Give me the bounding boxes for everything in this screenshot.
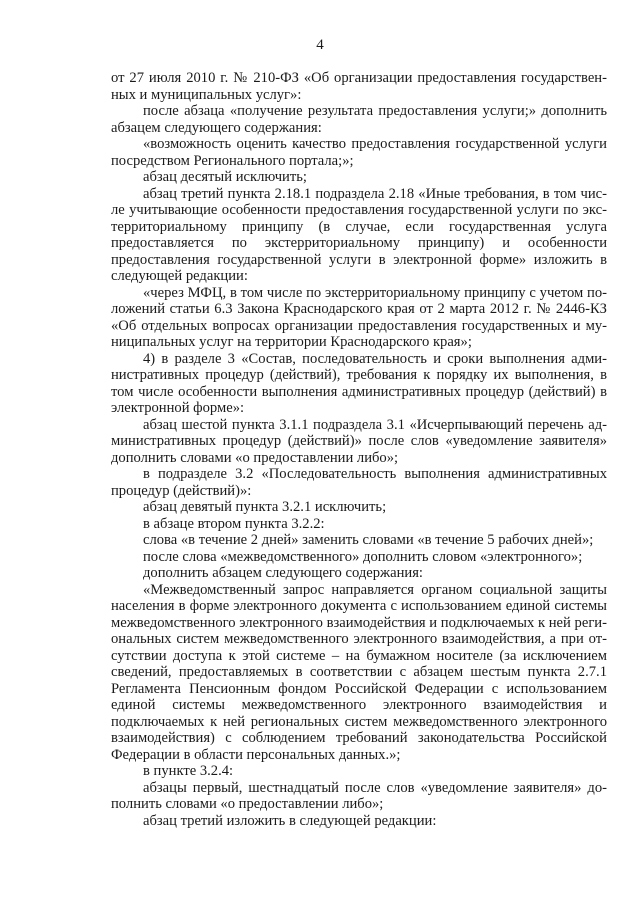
paragraph: от 27 июля 2010 г. № 210-ФЗ «Об организации предоставления государственных и муниципальных услуг»:	[111, 70, 607, 103]
paragraph: абзац третий изложить в следующей редакции:	[143, 812, 437, 829]
paragraph: дополнить абзацем следующего содержания:	[143, 565, 423, 581]
paragraph: после слова «межведомственного» дополнить словом «электронного»;	[143, 548, 583, 565]
paragraph: абзац девятый пункта 3.2.1 исключить;	[143, 499, 387, 515]
paragraph: в подразделе 3.2 «Последовательность выполнения административных процедур (действий)»:	[111, 466, 607, 499]
page-number: 4	[316, 37, 324, 53]
paragraph: абзацы первый, шестнадцатый после слов «уведомление заявителя» дополнить словами «о предоставлении либо»;	[111, 779, 607, 812]
paragraph: «Межведомственный запрос направляется органом социальной защиты населения в форме электронного документа с использованием единой системы межведомственного электронного взаимодействия и подключаемых к ней региональных систем межведомственного электронного взаимодействия, а при отсутствии доступа к этой системе – на бумажном носителе (за исключением сведений, предоставляемых в соответствии с абзацем шестым пункта 2.7.1 Регламента Пенсионным фондом Российской Федерации с использованием единой системы межведомственного электронного взаимодействия и подключаемых к ней региональных систем межведомственного электронного взаимодействия) с соблюдением требований законодательства Российской Федерации в области персональных данных.»;	[111, 581, 607, 763]
paragraph: абзац третий пункта 2.18.1 подраздела 2.18 «Иные требования, в том числе учитывающие особенности предоставления государственной услуги по экстерриториальному принципу (в случае, если государственная услуга предоставляется по экстерриториальному принципу) и особенности предоставления государственной услуги в электронной форме» изложить в следующей редакции:	[111, 185, 607, 284]
paragraph: «возможность оценить качество предоставления государственной услуги посредством Регионального портала;»;	[111, 136, 607, 169]
paragraph: слова «в течение 2 дней» заменить словами «в течение 5 рабочих дней»;	[143, 532, 594, 548]
paragraph: «через МФЦ, в том числе по экстерриториальному принципу с учетом положений статьи 6.3 Закона Краснодарского края от 2 марта 2012 г. № 2446-КЗ «Об отдельных вопросах организации предоставления государственных и муниципальных услуг на территории Краснодарского края»;	[111, 284, 607, 350]
paragraph: после абзаца «получение результата предоставления услуги;» дополнить абзацем следующего содержания:	[111, 103, 607, 136]
paragraph: в пункте 3.2.4:	[143, 763, 234, 779]
document-body	[111, 70, 607, 829]
paragraph: 4) в разделе 3 «Состав, последовательность и сроки выполнения административных процедур (действий), требования к порядку их выполнения, в том числе особенности выполнения административных процедур (действий) в электронной форме»:	[111, 350, 607, 416]
paragraph: абзац шестой пункта 3.1.1 подраздела 3.1 «Исчерпывающий перечень административных процедур (действий)» после слов «уведомление заявителя» дополнить словами «о предоставлении либо»;	[111, 416, 607, 466]
paragraph: в абзаце втором пункта 3.2.2:	[143, 515, 325, 532]
paragraph: абзац десятый исключить;	[143, 169, 307, 185]
